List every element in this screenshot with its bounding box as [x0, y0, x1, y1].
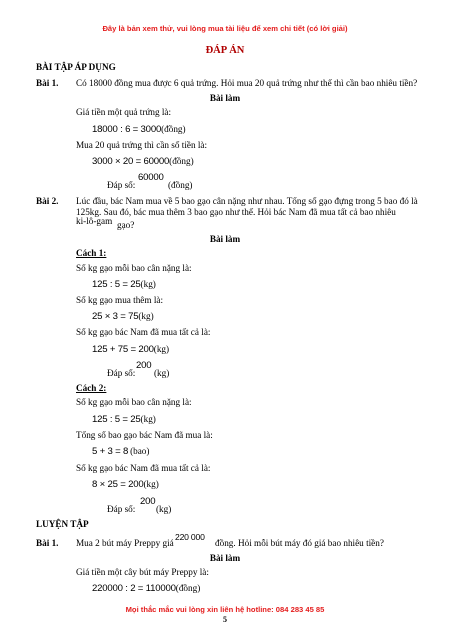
bai1-line-1: Giá tiền một quả trứng là:	[76, 107, 172, 117]
bai2-bai-lam: Bài làm	[209, 234, 241, 244]
bai2-c2-math-2	[92, 446, 149, 458]
bai1-label: Bài 1.	[36, 78, 59, 88]
bai1-math-1	[92, 124, 186, 136]
footer-notice: Mọi thắc mắc vui lòng xin liên hệ hotline: 084 283 45 85	[125, 605, 325, 614]
bai1-question: Có 18000 đồng mua được 6 quả trứng. Hỏi mua 20 quả trứng như thế thì cần bao nhiêu tiền?	[76, 78, 418, 88]
bai2-c2-answer-unit: (kg)	[156, 504, 172, 514]
bai2-c2-math-3	[92, 479, 159, 491]
section-heading-bai-tap-ap-dung: BÀI TẬP ÁP DỤNG	[36, 62, 116, 72]
bai1-math-2	[92, 156, 194, 168]
bai2-c1-line-1: Số kg gạo mỗi bao cân nặng là:	[76, 263, 192, 273]
bai2-cach-2: Cách 2:	[76, 383, 107, 393]
lt1-math-1-expr: 220000 : 2 = 110000	[92, 583, 176, 594]
bai2-c1-math-2-unit: (kg)	[138, 311, 154, 321]
bai1-answer-label: Đáp số:	[107, 180, 136, 190]
bai2-question-line-2: 125kg. Sau đó, bác mua thêm 3 bao gạo như thế. Hỏi bác Nam đã mua tất cả bao nhiêu	[76, 207, 396, 217]
bai2-label: Bài 2.	[36, 196, 59, 206]
lt1-line-1: Giá tiền một cây bút máy Preppy là:	[76, 567, 209, 577]
bai1-line-2: Mua 20 quả trứng thì cần số tiền là:	[76, 140, 208, 150]
page-title: ĐÁP ÁN	[205, 45, 245, 56]
bai2-c2-math-1-unit: (kg)	[140, 414, 156, 424]
bai2-c2-line-1: Số kg gạo mỗi bao cân nặng là:	[76, 397, 192, 407]
bai2-c2-answer-label: Đáp số:	[107, 504, 136, 514]
bai2-c1-math-3-unit: (kg)	[153, 344, 170, 354]
bai2-c1-math-3-expr: 125 + 75 = 200	[92, 344, 154, 355]
lt1-question-b: đồng. Hỏi mỗi bút máy đó giá bao nhiêu tiền?	[215, 538, 384, 548]
bai2-c2-math-1-expr: 125 : 5 = 25	[92, 414, 141, 425]
bai2-c2-line-2: Tổng số bao gạo bác Nam đã mua là:	[76, 430, 213, 440]
bai2-question-line-3a: ki-lô-gam	[76, 216, 113, 226]
bai2-c2-answer-value: 200	[140, 496, 156, 507]
lt1-question-a: Mua 2 bút máy Preppy giá	[76, 538, 174, 548]
bai2-question-line-3b: gạo?	[117, 220, 135, 230]
bai2-c2-math-3-unit: (kg)	[143, 479, 159, 489]
lt1-math-1	[92, 583, 200, 595]
bai2-c1-math-2-expr: 25 × 3 = 75	[92, 311, 139, 322]
bai2-c1-math-3	[92, 344, 169, 356]
bai2-c1-answer-unit: (kg)	[154, 368, 170, 378]
bai2-c2-line-3: Số kg gạo bác Nam đã mua tất cả là:	[76, 463, 211, 473]
bai1-math-1-unit: (đồng)	[161, 124, 186, 134]
lt1-label: Bài 1.	[36, 538, 59, 548]
bai2-c1-line-3: Số kg gạo bác Nam đã mua tất cả là:	[76, 327, 211, 337]
header-notice: Đây là bản xem thử, vui lòng mua tài liệu để xem chi tiết (có lời giải)	[102, 24, 348, 33]
bai2-c2-math-1	[92, 414, 156, 426]
bai1-math-2-expr: 3000 × 20 = 60000	[92, 156, 170, 167]
bai2-c2-math-3-expr: 8 × 25 = 200	[92, 479, 144, 490]
page-number: 5	[223, 615, 227, 624]
bai1-math-2-unit: (đồng)	[169, 156, 194, 166]
bai2-c1-math-1-unit: (kg)	[140, 279, 156, 289]
bai2-c1-math-1	[92, 279, 156, 291]
bai2-c2-math-2-unit: (bao)	[130, 446, 150, 456]
bai1-answer-value: 60000	[138, 172, 164, 183]
lt1-math-1-unit: (đồng)	[175, 583, 201, 593]
bai1-math-1-expr: 18000 : 6 = 3000	[92, 124, 162, 135]
bai2-c1-answer-label: Đáp số:	[107, 368, 136, 378]
bai2-cach-1: Cách 1:	[76, 248, 107, 258]
bai2-c1-math-2	[92, 311, 154, 323]
bai2-c1-line-2: Số kg gạo mua thêm là:	[76, 295, 164, 305]
bai2-c2-math-2-expr: 5 + 3 = 8	[92, 446, 129, 457]
bai2-c1-answer-value: 200	[136, 360, 152, 371]
bai2-c1-math-1-expr: 125 : 5 = 25	[92, 279, 141, 290]
bai1-answer-unit: (đồng)	[168, 180, 193, 190]
section-heading-luyen-tap: LUYỆN TẬP	[36, 519, 89, 529]
lt1-bai-lam: Bài làm	[209, 553, 241, 563]
bai1-bai-lam: Bài làm	[209, 93, 241, 103]
bai2-question-line-1: Lúc đầu, bác Nam mua về 5 bao gạo cân nặng như nhau. Tổng số gạo đựng trong 5 bao đó là	[76, 196, 418, 206]
lt1-question-number: 220 000	[175, 532, 205, 542]
